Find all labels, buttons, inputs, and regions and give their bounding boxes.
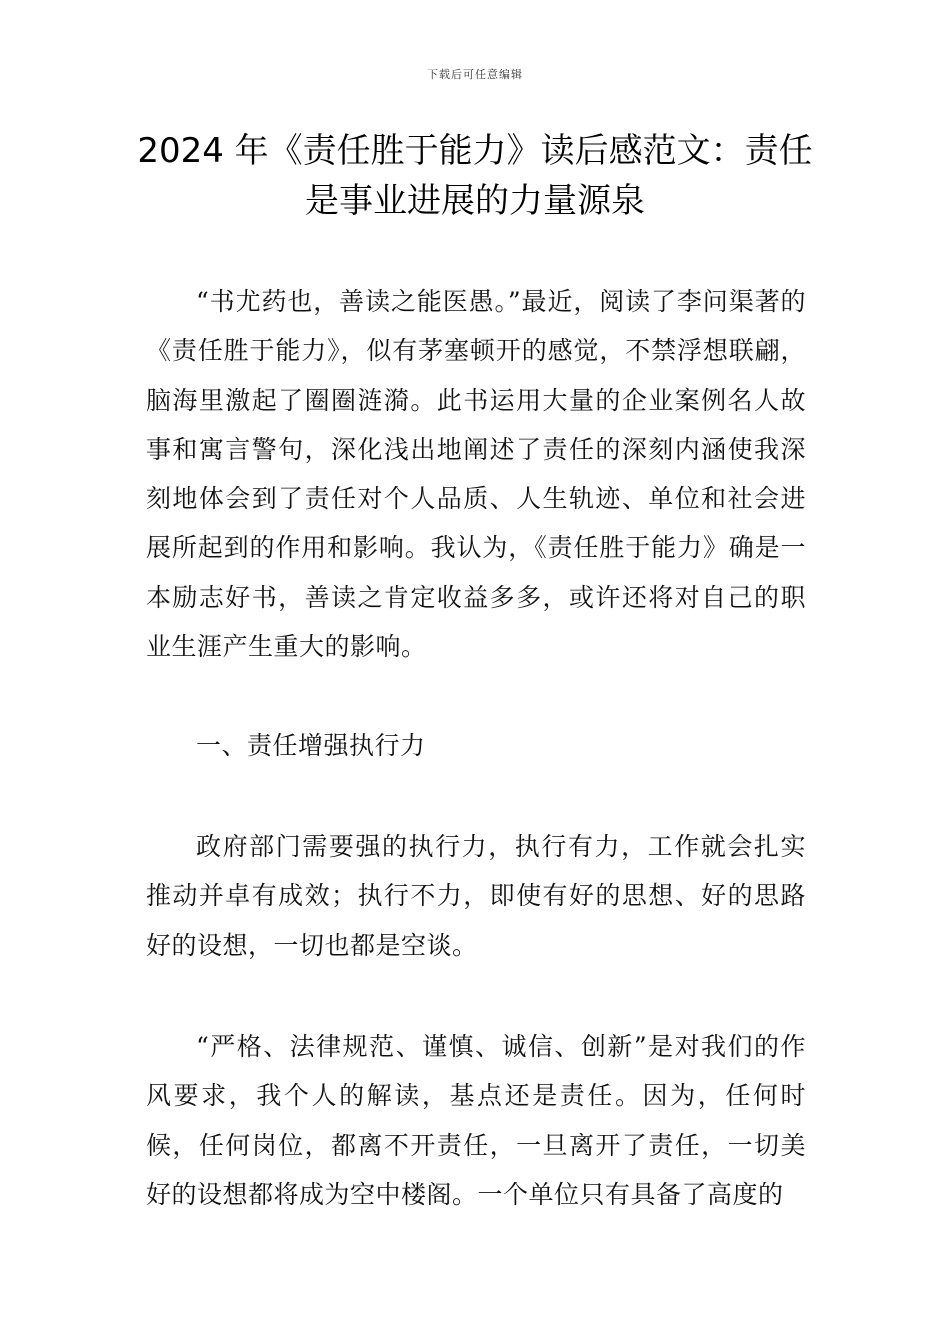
paragraph-execution: 政府部门需要强的执行力，执行有力，工作就会扎实推动并卓有成效；执行不力，即使有好的思想、好的思路好的设想，一切也都是空谈。 (146, 832, 806, 960)
section-heading: 一、责任增强执行力 (196, 731, 426, 760)
paragraph-style: “严格、法律规范、谨慎、诚信、创新”是对我们的作风要求，我个人的解读，基点还是责任。因为，任何时候，任何岗位，都离不开责任，一旦离开了责任，一切美好的设想都将成为空中楼阁。一个单位只有具备了高度的 (146, 1032, 806, 1209)
paragraph-intro: “书尤药也，善读之能医愚。”最近，阅读了李问渠著的《责任胜于能力》，似有茅塞顿开的感觉，不禁浮想联翩，脑海里激起了圈圈涟漪。此书运用大量的企业案例名人故事和寓言警句，深化浅出地阐述了责任的深刻内涵使我深刻地体会到了责任对个人品质、人生轨迹、单位和社会进展所起到的作用和影响。我认为，《责任胜于能力》确是一本励志好书，善读之肯定收益多多，或许还将对自己的职业生涯产生重大的影响。 (146, 287, 806, 662)
header-note: 下载后可任意编辑 (427, 68, 523, 81)
document-title: 2024 年《责任胜于能力》读后感范文：责任是事业进展的力量源泉 (137, 131, 813, 221)
